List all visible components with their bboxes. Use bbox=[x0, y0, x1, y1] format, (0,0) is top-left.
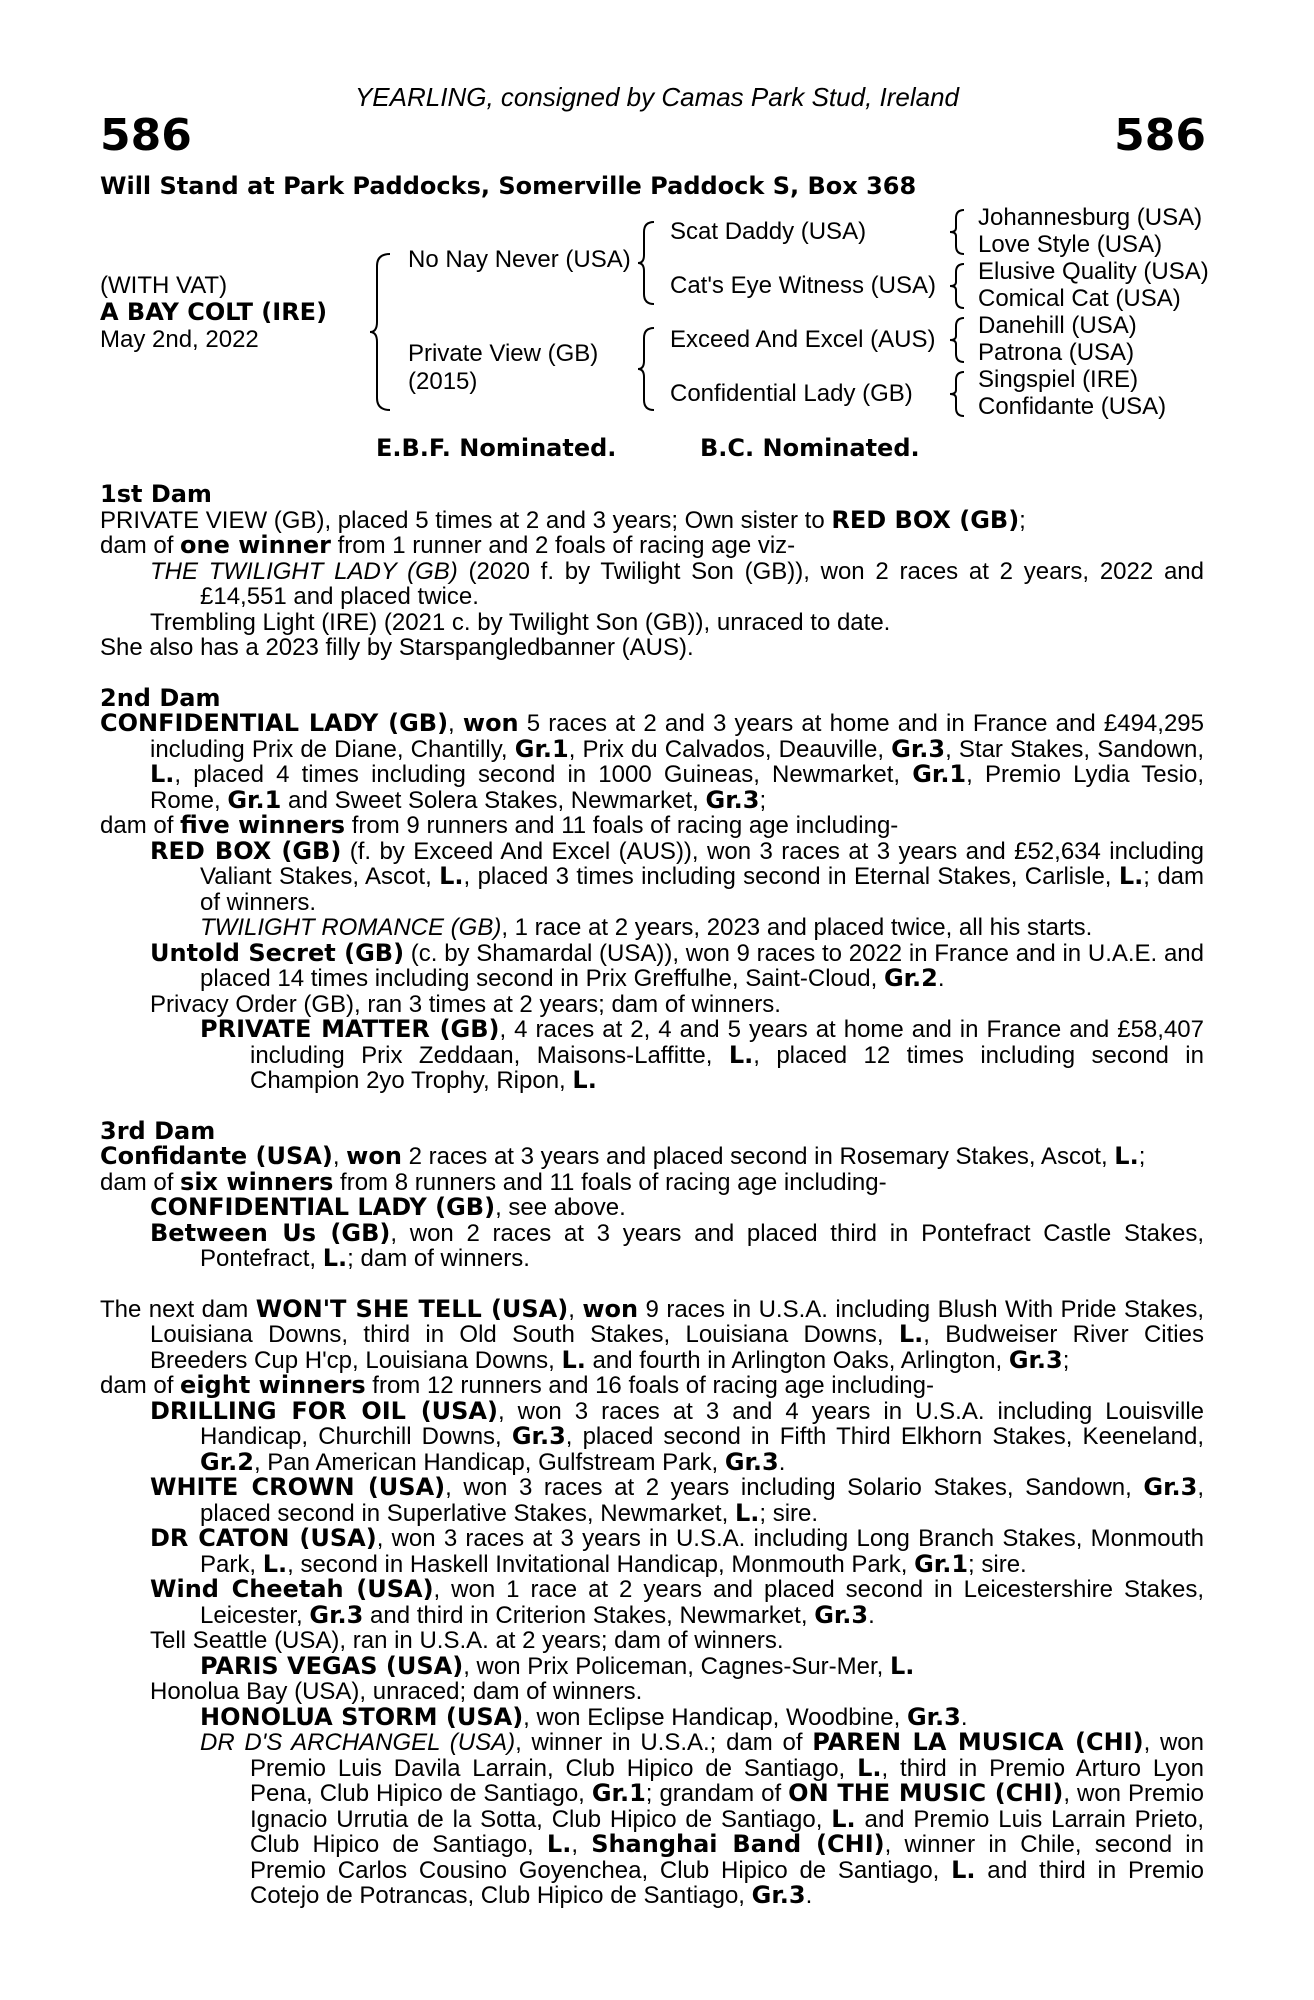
catalogue-body bbox=[100, 482, 1204, 1909]
produce-entry: WHITE CROWN (USA), won 3 races at 2 years including Solario Stakes, Sandown, Gr.3, placed second in Superlative Stakes, Newmarket, L.; sire. bbox=[150, 1473, 1204, 1527]
first-dam-note: She also has a 2023 filly by Starspangledbanner (AUS). bbox=[100, 634, 694, 661]
brace-g2 bbox=[948, 262, 968, 310]
dam: Private View (GB) bbox=[408, 340, 599, 367]
gg-7: Singspiel (IRE) bbox=[978, 366, 1139, 393]
third-dam-summary: Confidante (USA), won 2 races at 3 years and placed second in Rosemary Stakes, Ascot, L.; bbox=[100, 1142, 1146, 1170]
third-dam-heading: 3rd Dam bbox=[100, 1116, 216, 1145]
second-dam-summary: CONFIDENTIAL LADY (GB), won 5 races at 2 and 3 years at home and in France and £494,295 including Prix de Diane, Chantilly, Gr.1, Prix du Calvados, Deauville, Gr.3, Star Stakes, Sandown, L., placed 4 times including second in 1000 Guineas, Newmarket, Gr.1, Premio Lydia Tesio, Rome, Gr.1 and Sweet Solera Stakes, Newmarket, Gr.3; bbox=[100, 709, 1204, 814]
third-dam-produce-summary: dam of six winners from 8 runners and 11 foals of racing age including- bbox=[100, 1167, 887, 1196]
produce-entry: Honolua Bay (USA), unraced; dam of winners. bbox=[150, 1678, 643, 1705]
grand-produce-entry: HONOLUA STORM (USA), won Eclipse Handicap, Woodbine, Gr.3. bbox=[200, 1702, 968, 1731]
lot-number-right: 586 bbox=[1114, 110, 1206, 161]
gg-3: Elusive Quality (USA) bbox=[978, 258, 1209, 285]
horse-name: A BAY COLT (IRE) bbox=[100, 298, 328, 326]
foaling-date: May 2nd, 2022 bbox=[100, 326, 259, 353]
produce-entry: Wind Cheetah (USA), won 1 race at 2 years and placed second in Leicestershire Stakes, Leicester, Gr.3 and third in Criterion Stakes, Newmarket, Gr.3. bbox=[150, 1575, 1205, 1629]
brace-dam bbox=[636, 326, 658, 412]
gg-1: Johannesburg (USA) bbox=[978, 204, 1203, 231]
produce-entry: DRILLING FOR OIL (USA), won 3 races at 3 and 4 years in U.S.A. including Louisville Handicap, Churchill Downs, Gr.3, placed second in Fifth Third Elkhorn Stakes, Keeneland, Gr.2, Pan American Handicap, Gulfstream Park, Gr.3. bbox=[150, 1396, 1205, 1476]
grand-produce-entry: DR D'S ARCHANGEL (USA), winner in U.S.A.; dam of PAREN LA MUSICA (CHI), won Premio Luis Davila Larrain, Club Hipico de Santiago, L., third in Premio Arturo Lyon Pena, Club Hipico de Santiago, Gr.1; grandam of ON THE MUSIC (CHI), won Premio Ignacio Urrutia de la Sotta, Club Hipico de Santiago, L. and Premio Luis Larrain Prieto, Club Hipico de Santiago, L., Shanghai Band (CHI), winner in Chile, second in Premio Carlos Cousino Goyenchea, Club Hipico de Santiago, L. and third in Premio Cotejo de Potrancas, Club Hipico de Santiago, Gr.3. bbox=[200, 1728, 1205, 1909]
dam-sire: Exceed And Excel (AUS) bbox=[670, 326, 936, 353]
produce-entry: CONFIDENTIAL LADY (GB), see above. bbox=[150, 1193, 626, 1221]
gg-6: Patrona (USA) bbox=[978, 339, 1135, 366]
second-dam-heading: 2nd Dam bbox=[100, 683, 221, 712]
grand-produce-entry: PRIVATE MATTER (GB), 4 races at 2, 4 and 5 years at home and in France and £58,407 including Prix Zeddaan, Maisons-Laffitte, L., placed 12 times including second in Champion 2yo Trophy, Ripon, L. bbox=[200, 1015, 1204, 1094]
gg-2: Love Style (USA) bbox=[978, 231, 1163, 258]
lot-number-left: 586 bbox=[100, 110, 192, 161]
gg-4: Comical Cat (USA) bbox=[978, 285, 1181, 312]
second-dam-produce-summary: dam of five winners from 9 runners and 11 foals of racing age including- bbox=[100, 811, 899, 839]
sire-dam: Cat's Eye Witness (USA) bbox=[670, 272, 936, 299]
grand-produce-entry: TWILIGHT ROMANCE (GB), 1 race at 2 years, 2023 and placed twice, all his starts. bbox=[200, 914, 1093, 941]
brace-g3 bbox=[948, 316, 968, 364]
brace-g1 bbox=[948, 208, 968, 256]
sire: No Nay Never (USA) bbox=[408, 246, 631, 273]
dam-dam: Confidential Lady (GB) bbox=[670, 380, 913, 407]
bc-nominated: B.C. Nominated. bbox=[700, 434, 920, 462]
ebf-nominated: E.B.F. Nominated. bbox=[376, 434, 617, 462]
produce-entry: DR CATON (USA), won 3 races at 3 years in U.S.A. including Long Branch Stakes, Monmouth Park, L., second in Haskell Invitational Handicap, Monmouth Park, Gr.1; sire. bbox=[150, 1524, 1205, 1578]
stand-location: Will Stand at Park Paddocks, Somerville Paddock S, Box 368 bbox=[100, 172, 917, 200]
grand-produce-entry: PARIS VEGAS (USA), won Prix Policeman, Cagnes-Sur-Mer, L. bbox=[200, 1651, 915, 1680]
dam-year: (2015) bbox=[408, 368, 478, 395]
next-dam-summary: The next dam WON'T SHE TELL (USA), won 9 races in U.S.A. including Blush With Pride Stakes, Louisiana Downs, third in Old South Stakes, Louisiana Downs, L., Budweiser River Cities Breeders Cup H'cp, Louisiana Downs, L. and fourth in Arlington Oaks, Arlington, Gr.3; bbox=[100, 1294, 1205, 1374]
sire-sire: Scat Daddy (USA) bbox=[670, 218, 867, 245]
consigned-by: YEARLING, consigned by Camas Park Stud, Ireland bbox=[354, 82, 960, 112]
brace-sire bbox=[636, 220, 658, 306]
first-dam-heading: 1st Dam bbox=[100, 480, 212, 508]
produce-entry: Untold Secret (GB) (c. by Shamardal (USA)), won 9 races to 2022 in France and in U.A.E. and placed 14 times including second in Prix Greffulhe, Saint-Cloud, Gr.2. bbox=[150, 938, 1204, 992]
produce-entry: Tell Seattle (USA), ran in U.S.A. at 2 years; dam of winners. bbox=[150, 1627, 784, 1654]
produce-entry: Trembling Light (IRE) (2021 c. by Twilight Son (GB)), unraced to date. bbox=[150, 608, 891, 636]
first-dam-produce-summary: dam of one winner from 1 runner and 2 foals of racing age viz- bbox=[100, 531, 796, 559]
produce-entry: THE TWILIGHT LADY (GB) (2020 f. by Twilight Son (GB)), won 2 races at 2 years, 2022 and £14,551 and placed twice. bbox=[150, 557, 1204, 610]
brace-g4 bbox=[948, 370, 968, 418]
first-dam-summary: PRIVATE VIEW (GB), placed 5 times at 2 and 3 years; Own sister to RED BOX (GB); bbox=[100, 505, 1026, 534]
produce-entry: Between Us (GB), won 2 races at 3 years and placed third in Pontefract Castle Stakes, Pontefract, L.; dam of winners. bbox=[150, 1218, 1204, 1272]
brace-main bbox=[368, 252, 394, 412]
gg-5: Danehill (USA) bbox=[978, 312, 1137, 339]
next-dam-produce-summary: dam of eight winners from 12 runners and 16 foals of racing age including- bbox=[100, 1371, 934, 1399]
gg-8: Confidante (USA) bbox=[978, 393, 1167, 420]
vat-note: (WITH VAT) bbox=[100, 272, 228, 299]
produce-entry: RED BOX (GB) (f. by Exceed And Excel (AUS)), won 3 races at 3 years and £52,634 including Valiant Stakes, Ascot, L., placed 3 times including second in Eternal Stakes, Carlisle, L.; dam of winners. bbox=[150, 836, 1205, 916]
produce-entry: Privacy Order (GB), ran 3 times at 2 years; dam of winners. bbox=[150, 990, 781, 1018]
